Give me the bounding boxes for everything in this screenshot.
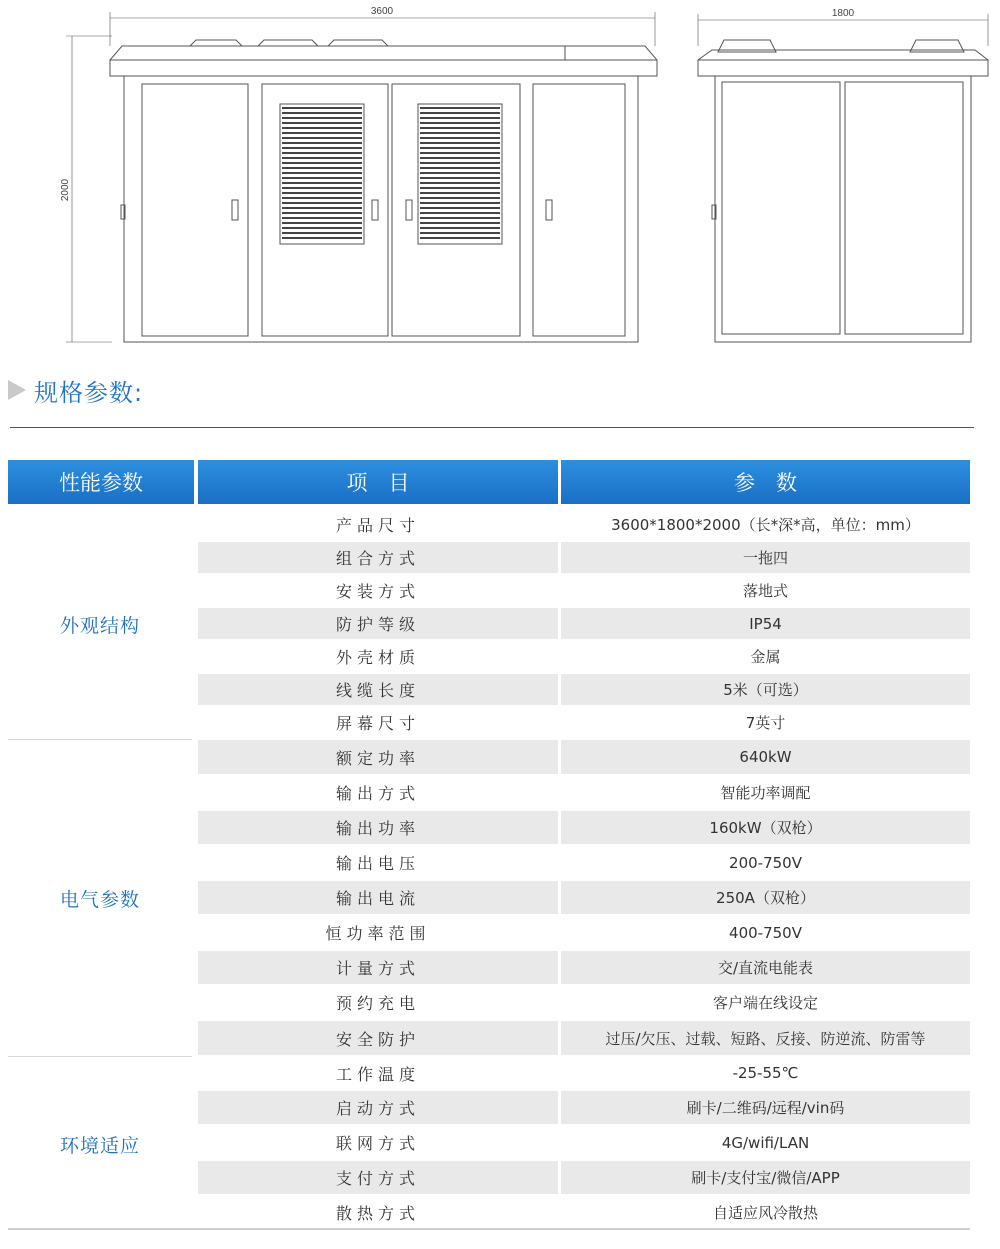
row-value: 7英寸 [745,714,786,732]
row-value: 4G/wifi/LAN [721,1133,810,1152]
table-row [198,951,970,984]
row-item: 支付方式 [198,1161,558,1194]
table-row [198,740,970,774]
heading-divider [10,427,974,428]
row-item: 线缆长度 [198,674,558,705]
row-value: 刷卡/支付宝/微信/APP [561,1161,970,1194]
row-item: 产品尺寸 [335,515,420,535]
row-value: 客户端在线设定 [712,994,818,1012]
table-row [198,811,970,844]
table-row [198,881,970,914]
table-row [198,1161,970,1194]
row-item: 散热方式 [335,1204,420,1223]
row-item: 联网方式 [335,1134,420,1153]
row-value: 5米（可选） [561,674,970,705]
row-value: 640kW [561,740,970,774]
front-width-dimension: 3600 [370,6,394,17]
row-value: 智能功率调配 [720,784,811,802]
row-item: 预约充电 [335,994,420,1013]
row-item: 额定功率 [198,740,558,774]
row-value: 金属 [750,648,781,666]
header-performance: 性能参数 [8,460,194,504]
table-row [198,674,970,705]
front-height-dimension: 2000 [60,178,71,202]
row-value: 自适应风冷散热 [712,1204,818,1222]
row-item: 屏幕尺寸 [335,714,420,733]
row-value: 400-750V [729,923,802,942]
row-item: 启动方式 [198,1091,558,1124]
row-item: 外壳材质 [335,648,420,667]
table-row [198,1021,970,1055]
row-value: IP54 [561,608,970,639]
row-value: 过压/欠压、过载、短路、反接、防逆流、防雷等 [561,1021,970,1055]
row-value: 一拖四 [561,542,970,573]
row-item: 安装方式 [335,582,420,601]
table-row [198,1126,970,1159]
table-row [198,1057,970,1089]
row-item: 输出电压 [335,854,420,873]
row-item: 输出功率 [198,811,558,844]
table-row [198,1196,970,1229]
table-row [198,542,970,573]
category-label: 电气参数 [59,889,140,911]
category-label: 环境适应 [59,1134,140,1157]
table-row [198,776,970,809]
section-title: 规格参数: [34,378,144,407]
table-row [198,641,970,672]
row-value: 交/直流电能表 [561,951,970,984]
table-row [198,707,970,738]
row-item: 防护等级 [198,608,558,639]
header-value: 参 数 [561,460,970,504]
table-row [198,986,970,1019]
row-item: 安全防护 [198,1021,558,1055]
table-row [198,846,970,879]
play-triangle-icon [8,380,26,400]
row-item: 计量方式 [198,951,558,984]
side-width-dimension: 1800 [831,8,855,19]
row-value: 250A（双枪） [561,881,970,914]
row-item: 工作温度 [335,1064,420,1084]
row-item: 恒功率范围 [325,924,431,943]
table-bottom-rule [8,1228,970,1230]
cabinet-drawing [0,0,1000,360]
row-value: 刷卡/二维码/远程/vin码 [561,1091,970,1124]
row-item: 输出方式 [335,784,420,803]
category-label: 外观结构 [59,614,140,637]
table-row [198,608,970,639]
table-row [198,508,970,540]
row-value: 落地式 [742,582,788,600]
table-row [198,916,970,949]
row-value: 160kW（双枪） [561,811,970,844]
table-row [198,575,970,606]
row-item: 组合方式 [198,542,558,573]
row-value: 3600*1800*2000（长*深*高，单位：mm） [611,515,920,534]
table-row [198,1091,970,1124]
row-value: -25-55℃ [732,1064,799,1082]
row-value: 200-750V [729,853,802,872]
section-heading [8,372,143,408]
header-item: 项 目 [198,460,558,504]
row-item: 输出电流 [198,881,558,914]
